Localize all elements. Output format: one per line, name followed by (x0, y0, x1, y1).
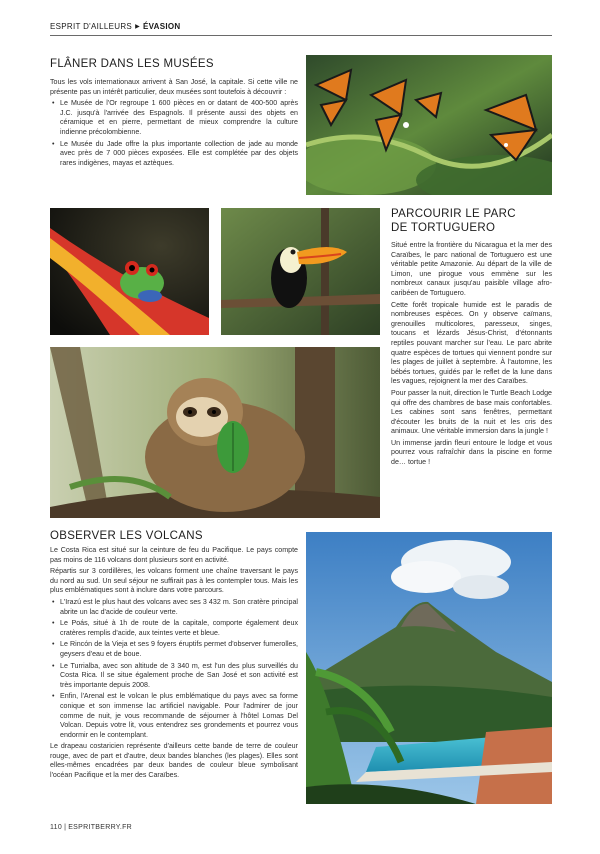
volcans-list (50, 598, 298, 740)
list-item: • Le Musée de l'Or regroupe 1 600 pièces en or datant de 400-500 après J.C. jusqu'à l'arrivée des Espagnols. Il présente aussi des objets en céramique et en pierre, permettant de mieux comprendre la culture indienne précolombienne. (50, 99, 298, 137)
musees-intro: Tous les vols internationaux arrivent à San José, la capitale. Si cette ville ne présente pas un intérêt particulier, deux musées sont toutefois à découvrir : (50, 78, 298, 96)
page-footer (50, 824, 132, 831)
list-item: • Le Turrialba, avec son altitude de 3 340 m, est l'un des plus surveillés du Costa Rica. Il se situe également proche de San José et son activité est très importante depuis 2008. (50, 662, 298, 691)
sloth-photo (50, 347, 380, 518)
triangle-right-icon: ▶ (135, 24, 140, 30)
list-item: • L'Irazú est le plus haut des volcans avec ses 3 432 m. Son cratère principal abrite un lac d'acide de couleur verte. (50, 598, 298, 617)
section-label: ESPRIT D'AILLEURS (50, 22, 133, 31)
subsection-label: ÉVASION (142, 22, 181, 31)
tortuguero-text (391, 241, 552, 470)
volcano-photo (306, 532, 552, 804)
footer-separator: | (64, 824, 67, 831)
tortuguero-paragraph: Cette forêt tropicale humide est le paradis de nombreuses espèces. On y observe caïmans, grenouilles multicolores, paresseux, singes, toucans et lézards Jésus-Christ, d'étonnants reptiles pouvant marcher sur l'eau. Le parc abrite quatre espèces de tortues qui viennent pondre sur les plages de juillet à septembre. À l'automne, les bébés tortues, guidés par le reflet de la lune dans les vagues, rejoignent la mer des Caraïbes. (391, 300, 552, 386)
list-item: • Le Poás, situé à 1h de route de la capitale, comporte également deux cratères remplis d'acide, aux teintes verte et bleue. (50, 619, 298, 638)
tortuguero-paragraph: Pour passer la nuit, direction le Turtle Beach Lodge qui offre des chambres de base mais confortables. Les cabines sont sans fenêtres, permettant d'écouter les bruits de la nuit et les cris des animaux. Une véritable immersion dans la jungle ! (391, 388, 552, 436)
tortuguero-title (391, 207, 516, 235)
tortuguero-paragraph: Situé entre la frontière du Nicaragua et la mer des Caraïbes, le parc national de Tortuguero est une véritable petite Amazonie. Au départ de la ville de Limon, une pirogue vous emmène sur les nombreux canaux jusqu'au paisible village afro-caribéen de Tortuguero. (391, 241, 552, 297)
butterflies-photo (306, 55, 552, 195)
volcans-text (50, 546, 298, 783)
tortuguero-title-line2: DE TORTUGUERO (391, 222, 496, 234)
footer-site: ESPRITBERRY.FR (68, 824, 133, 831)
toucan-photo (221, 208, 380, 335)
tortuguero-title-line1: PARCOURIR LE PARC (391, 208, 516, 220)
musees-text (50, 78, 298, 170)
tortuguero-paragraph: Un immense jardin fleuri entoure le lodge et vous pourrez vous rafraîchir dans la piscine en forme de… tortue ! (391, 438, 552, 467)
header-rule (50, 35, 552, 36)
section-kicker (50, 22, 181, 31)
volcans-outro: Le drapeau costaricien représente d'ailleurs cette bande de terre de couleur rouge, avec de part et d'autre, deux bandes blanches (les plages). Elles sont elles-mêmes encadrées par deux bandes de couleur bleue symbolisant l'océan Pacifique et la mer des Caraïbes. (50, 742, 298, 780)
list-item: • Le Rincón de la Vieja et ses 9 foyers éruptifs permet d'observer fumerolles, geysers d'eau et de boue. (50, 640, 298, 659)
musees-title: FLÂNER DANS LES MUSÉES (50, 58, 214, 70)
list-item: • Enfin, l'Arenal est le volcan le plus emblématique du pays avec sa forme conique et son immense lac artificiel navigable. Pour l'admirer de jour comme de nuit, je vous recommande de séjourner à l'hôtel Lomas Del Volcan. Depuis votre lit, vous entendrez ses grondements et pourrez vous endormir en le contemplant. (50, 692, 298, 740)
volcans-title: OBSERVER LES VOLCANS (50, 530, 203, 542)
volcans-intro: Le Costa Rica est situé sur la ceinture de feu du Pacifique. Le pays compte pas moins de 116 volcans dont plusieurs sont en activité. (50, 546, 298, 564)
musees-list (50, 99, 298, 168)
page-number: 110 (50, 824, 63, 831)
tree-frog-photo (50, 208, 209, 335)
list-item: • Le Musée du Jade offre la plus importante collection de jade au monde avec près de 7 000 pièces exposées. Elle est complétée par des objets rares indigènes, mayas et aztèques. (50, 140, 298, 169)
volcans-intro: Répartis sur 3 cordillères, les volcans forment une chaîne traversant le pays du nord au sud. Un seul séjour ne suffirait pas à les contempler tous. Mais les plus emblématiques sont à inclure dans votre parcours. (50, 567, 298, 595)
